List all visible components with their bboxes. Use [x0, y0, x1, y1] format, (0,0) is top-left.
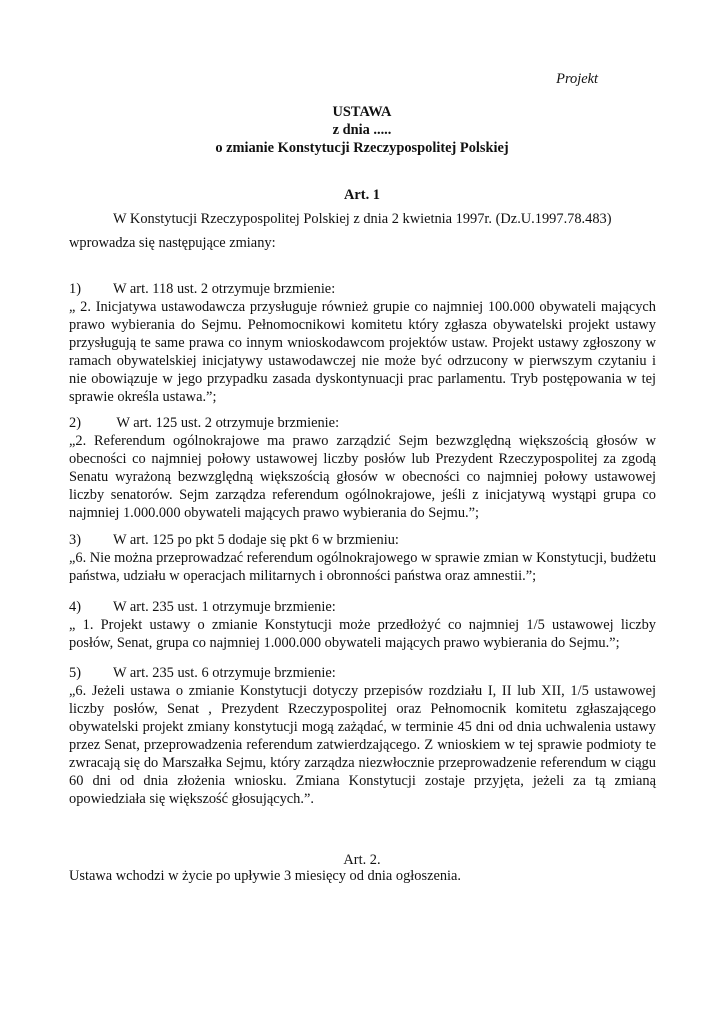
title-date: z dnia ..... — [332, 122, 392, 138]
project-label: Projekt — [556, 71, 598, 87]
amendment-2-title: W art. 125 ust. 2 otrzymuje brzmienie: — [113, 415, 340, 431]
amendment-4-body: „ 1. Projekt ustawy o zmianie Konstytucji może przedłożyć co najmniej 1/5 ustawowej liczby posłów, Senat, grupa co najmniej 1.000.000 obywateli mających prawo wybierania do Sejmu.”; — [69, 617, 656, 651]
amendment-4-title: W art. 235 ust. 1 otrzymuje brzmienie: — [113, 599, 336, 615]
amendment-2-heading — [69, 414, 656, 432]
amendment-3-body: „6. Nie można przeprowadzać referendum ogólnokrajowego w sprawie zmian w Konstytucji, budżetu państwa, udziału w operacjach militarnych i obronności państwa oraz amnestii.”; — [69, 550, 657, 584]
amendment-3-heading — [69, 531, 656, 549]
amendment-5-number: 5) — [69, 665, 81, 681]
article-1-heading: Art. 1 — [344, 187, 380, 203]
amendment-5-heading — [69, 664, 656, 682]
amendment-4-heading — [69, 598, 656, 616]
title-subject: o zmianie Konstytucji Rzeczypospolitej Polskiej — [215, 140, 509, 156]
amendment-3-title: W art. 125 po pkt 5 dodaje się pkt 6 w brzmieniu: — [113, 532, 399, 548]
title-ustawa: USTAWA — [332, 104, 392, 120]
amendment-1-title: W art. 118 ust. 2 otrzymuje brzmienie: — [113, 281, 336, 297]
amendment-1-number: 1) — [69, 281, 81, 297]
amendment-3-number: 3) — [69, 532, 81, 548]
article-2-heading: Art. 2. — [343, 852, 381, 868]
article-1-intro-line1: W Konstytucji Rzeczypospolitej Polskiej z dnia 2 kwietnia 1997r. (Dz.U.1997.78.483) — [113, 211, 612, 227]
article-1-intro-line2: wprowadza się następujące zmiany: — [69, 235, 276, 251]
amendment-5-body: „6. Jeżeli ustawa o zmianie Konstytucji dotyczy przepisów rozdziału I, II lub XII, 1/5 ustawowej liczby posłów, Senat , Prezydent Rzeczypospolitej oraz Pełnomocnik komitetu zgłaszającego obywatelski projekt zmiany konstytucji mogą zażądać, w terminie 45 dni od dnia uchwalenia ustawy przez Senat, przeprowadzenia referendum zatwierdzającego. Z wnioskiem w tej sprawie podmioty te zwracają się do Marszałka Sejmu, który zarządza niezwłocznie przeprowadzenie referendum w ciągu 60 dni od dnia złożenia wniosku. Zmiana Konstytucji zostaje przyjęta, jeżeli za tą zmianą opowiedziała się większość głosujących.”. — [69, 683, 656, 807]
amendment-2-number: 2) — [69, 415, 81, 431]
amendment-1-body: „ 2. Inicjatywa ustawodawcza przysługuje również grupie co najmniej 100.000 obywateli mających prawo wybierania do Sejmu. Pełnomocnikowi komitetu który zgłasza obywatelski projekt ustawy przysługują te same prawa co innym wnioskodawcom projektów ustaw. Projekt ustawy zgłoszony w ramach obywatelskiej inicjatywy ustawodawczej nie może być odrzucony w pierwszym czytaniu i nie obowiązuje w jego przypadku zasada dyskontynuacji prac parlamentu. Tryb postępowania w tej sprawie określa ustawa.”; — [69, 299, 656, 405]
amendment-5-title: W art. 235 ust. 6 otrzymuje brzmienie: — [113, 665, 336, 681]
amendment-4-number: 4) — [69, 599, 81, 615]
article-2-text: Ustawa wchodzi w życie po upływie 3 miesięcy od dnia ogłoszenia. — [69, 868, 462, 884]
amendment-1-heading — [69, 280, 656, 298]
amendment-2-body: „2. Referendum ogólnokrajowe ma prawo zarządzić Sejm bezwzględną większością głosów w obecności co najmniej połowy ustawowej liczby posłów lub Prezydent Rzeczypospolitej za zgodą Senatu wyrażoną bezwzględną większością głosów w obecności co najmniej połowy ustawowej liczby senatorów. Sejm zarządza referendum ogólnokrajowe, jeśli z inicjatywą wystąpi grupa co najmniej 1.000.000 obywateli mających prawo wybierania do Sejmu.”; — [69, 433, 656, 521]
